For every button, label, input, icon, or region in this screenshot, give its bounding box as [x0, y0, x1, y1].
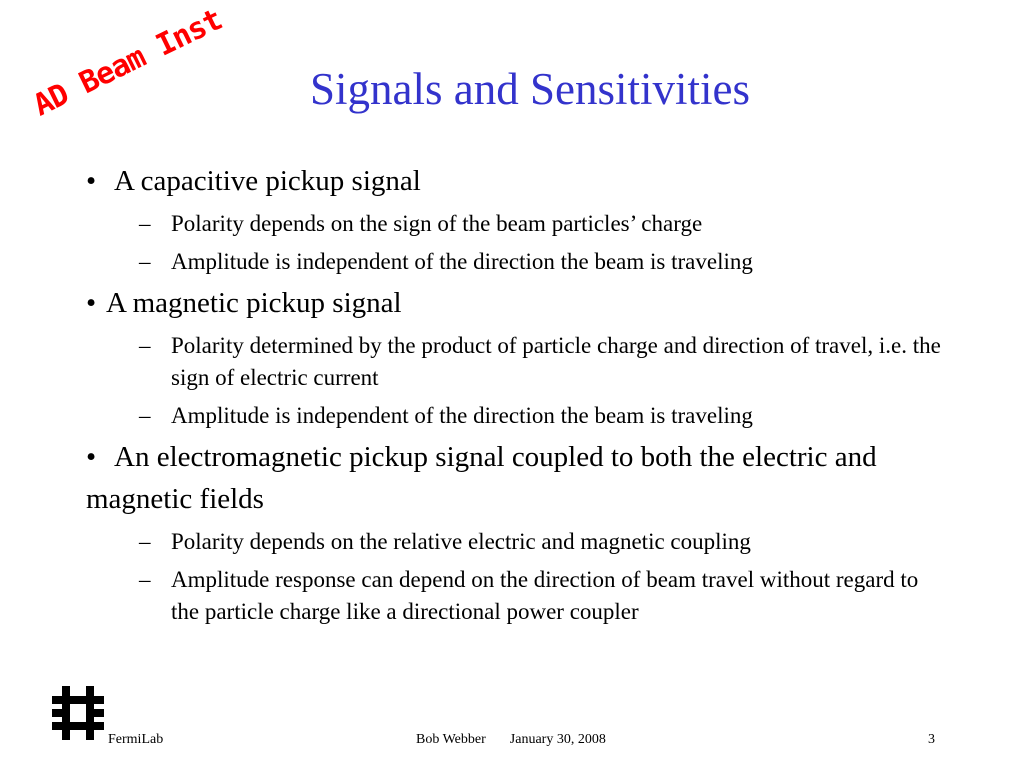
dash-icon: – [139, 249, 151, 274]
bullet-icon: • [86, 165, 97, 197]
footer-org: FermiLab [108, 732, 164, 747]
bullet-item-1 [86, 160, 946, 202]
sub-bullet-item [86, 564, 946, 628]
bullet-text: An electromagnetic pickup signal coupled to both the electric and magnetic fields [86, 441, 877, 515]
footer-author-date [416, 732, 606, 748]
sub-bullet-item [86, 330, 946, 394]
dash-icon: – [139, 333, 151, 358]
bullet-icon: • [86, 441, 97, 473]
dash-icon: – [139, 567, 151, 592]
bullet-item-2 [86, 282, 946, 324]
bullet-item-3 [86, 436, 946, 520]
sub-bullet-item [86, 400, 946, 432]
slide-title: Signals and Sensitivities [309, 64, 750, 114]
sub-bullet-text: Polarity determined by the product of particle charge and direction of travel, i.e. the sign of electric current [171, 333, 941, 390]
dash-icon: – [139, 403, 151, 428]
sub-bullet-text: Amplitude response can depend on the direction of beam travel without regard to the particle charge like a directional power coupler [171, 567, 919, 624]
footer-author: Bob Webber [416, 732, 486, 747]
bullet-text: A capacitive pickup signal [114, 165, 421, 197]
sub-bullet-text: Polarity depends on the relative electric and magnetic coupling [171, 529, 751, 554]
sub-bullet-text: Polarity depends on the sign of the beam particles’ charge [171, 211, 703, 236]
sub-bullet-text: Amplitude is independent of the direction the beam is traveling [171, 403, 753, 428]
sub-bullet-item [86, 526, 946, 558]
sub-bullet-item [86, 208, 946, 240]
sub-bullet-text: Amplitude is independent of the direction the beam is traveling [171, 249, 753, 274]
footer-date: January 30, 2008 [509, 732, 606, 747]
stamp-label: AD Beam Inst [28, 2, 228, 124]
dash-icon: – [139, 529, 151, 554]
fermilab-logo-icon [52, 686, 104, 740]
sub-bullet-item [86, 246, 946, 278]
page-number: 3 [928, 732, 935, 747]
slide-body [86, 160, 946, 628]
bullet-text: A magnetic pickup signal [106, 287, 402, 319]
bullet-icon: • [86, 287, 97, 319]
dash-icon: – [139, 211, 151, 236]
